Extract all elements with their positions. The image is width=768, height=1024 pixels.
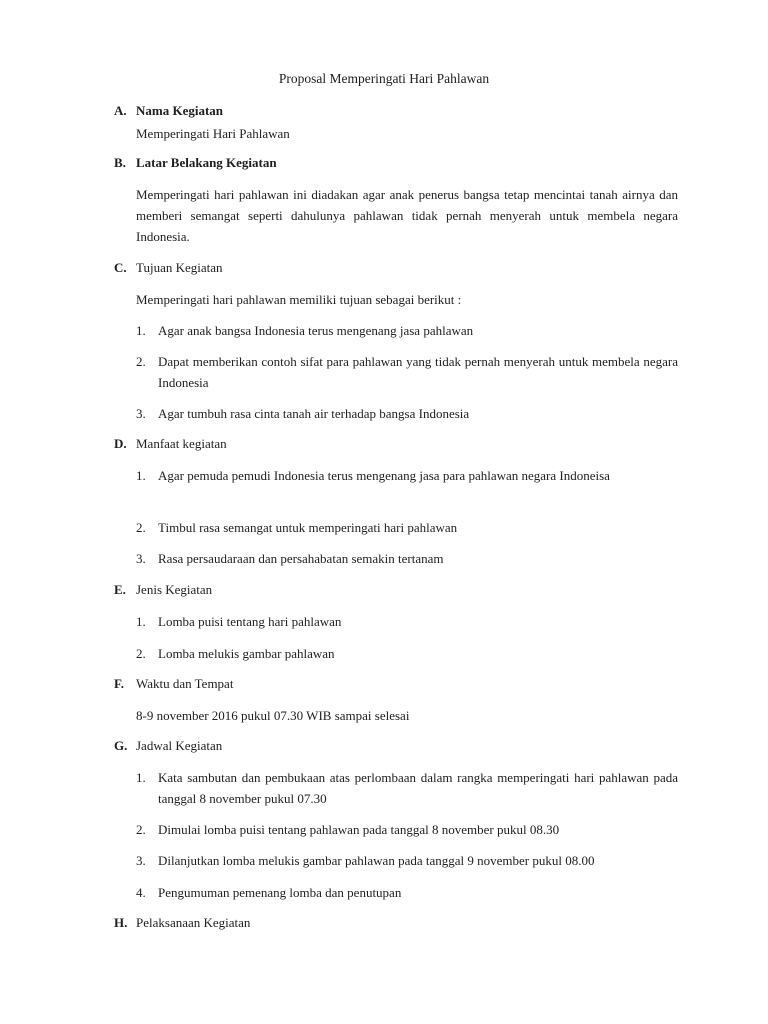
list-item-text: Pengumuman pemenang lomba dan penutupan	[158, 885, 402, 900]
list-item-text: Rasa persaudaraan dan persahabatan semakin tertanam	[158, 551, 444, 566]
list-item-number: 1.	[136, 770, 146, 785]
section-content: 8-9 november 2016 pukul 07.30 WIB sampai selesai	[136, 708, 410, 723]
section-c	[114, 258, 680, 421]
section-title: Tujuan Kegiatan	[136, 260, 223, 275]
section-content: Memperingati Hari Pahlawan	[136, 126, 290, 141]
section-g	[114, 736, 680, 900]
list-item-number: 2.	[136, 822, 146, 837]
list-item-number: 2.	[136, 646, 146, 661]
section-letter: H.	[114, 915, 128, 930]
list-item-number: 3.	[136, 551, 146, 566]
section-content: Memperingati hari pahlawan ini diadakan agar anak penerus bangsa tetap mencintai tanah airnya dan memberi semangat seperti dahulunya pahlawan tidak pernah menyerah untuk membela negara Indonesia.	[136, 187, 678, 244]
section-title: Nama Kegiatan	[136, 103, 224, 118]
section-a	[114, 101, 680, 141]
list-item-number: 2.	[136, 354, 146, 369]
section-letter: A.	[114, 103, 127, 118]
list-item-text: Agar tumbuh rasa cinta tanah air terhadap bangsa Indonesia	[158, 406, 470, 421]
list-item-text: Agar anak bangsa Indonesia terus mengenang jasa pahlawan	[158, 323, 474, 338]
section-letter: G.	[114, 738, 128, 753]
document-title: Proposal Memperingati Hari Pahlawan	[278, 71, 490, 86]
list-item-text: Dapat memberikan contoh sifat para pahlawan yang tidak pernah menyerah untuk membela negara Indonesia	[158, 354, 678, 390]
list-item-number: 3.	[136, 853, 146, 868]
list-item-text: Lomba puisi tentang hari pahlawan	[158, 614, 342, 629]
section-intro: Memperingati hari pahlawan memiliki tujuan sebagai berikut :	[136, 292, 462, 307]
list-item-text: Kata sambutan dan pembukaan atas perlombaan dalam rangka memperingati hari pahlawan pada tanggal 8 november pukul 07.30	[158, 770, 678, 806]
section-letter: C.	[114, 260, 127, 275]
list-item-number: 4.	[136, 885, 146, 900]
section-title: Pelaksanaan Kegiatan	[136, 915, 251, 930]
section-title: Jenis Kegiatan	[136, 582, 213, 597]
list-item-number: 1.	[136, 468, 146, 483]
section-f	[114, 674, 680, 723]
section-letter: F.	[114, 676, 124, 691]
list-item-number: 1.	[136, 323, 146, 338]
section-title: Waktu dan Tempat	[136, 676, 234, 691]
section-title: Latar Belakang Kegiatan	[136, 155, 277, 170]
section-letter: B.	[114, 155, 126, 170]
list-item-text: Dilanjutkan lomba melukis gambar pahlawan pada tanggal 9 november pukul 08.00	[158, 853, 595, 868]
section-b	[114, 153, 680, 244]
list-item-number: 3.	[136, 406, 146, 421]
list-item-text: Timbul rasa semangat untuk memperingati hari pahlawan	[158, 520, 458, 535]
section-e	[114, 580, 680, 661]
section-title: Jadwal Kegiatan	[136, 738, 223, 753]
list-item-text: Lomba melukis gambar pahlawan	[158, 646, 335, 661]
list-item-number: 2.	[136, 520, 146, 535]
section-d	[114, 434, 680, 566]
list-item-number: 1.	[136, 614, 146, 629]
list-item-text: Agar pemuda pemudi Indonesia terus mengenang jasa para pahlawan negara Indoneisa	[158, 468, 610, 483]
list-item-text: Dimulai lomba puisi tentang pahlawan pada tanggal 8 november pukul 08.30	[158, 822, 560, 837]
section-h	[114, 913, 680, 933]
section-title: Manfaat kegiatan	[136, 436, 227, 451]
section-letter: E.	[114, 582, 126, 597]
section-letter: D.	[114, 436, 127, 451]
